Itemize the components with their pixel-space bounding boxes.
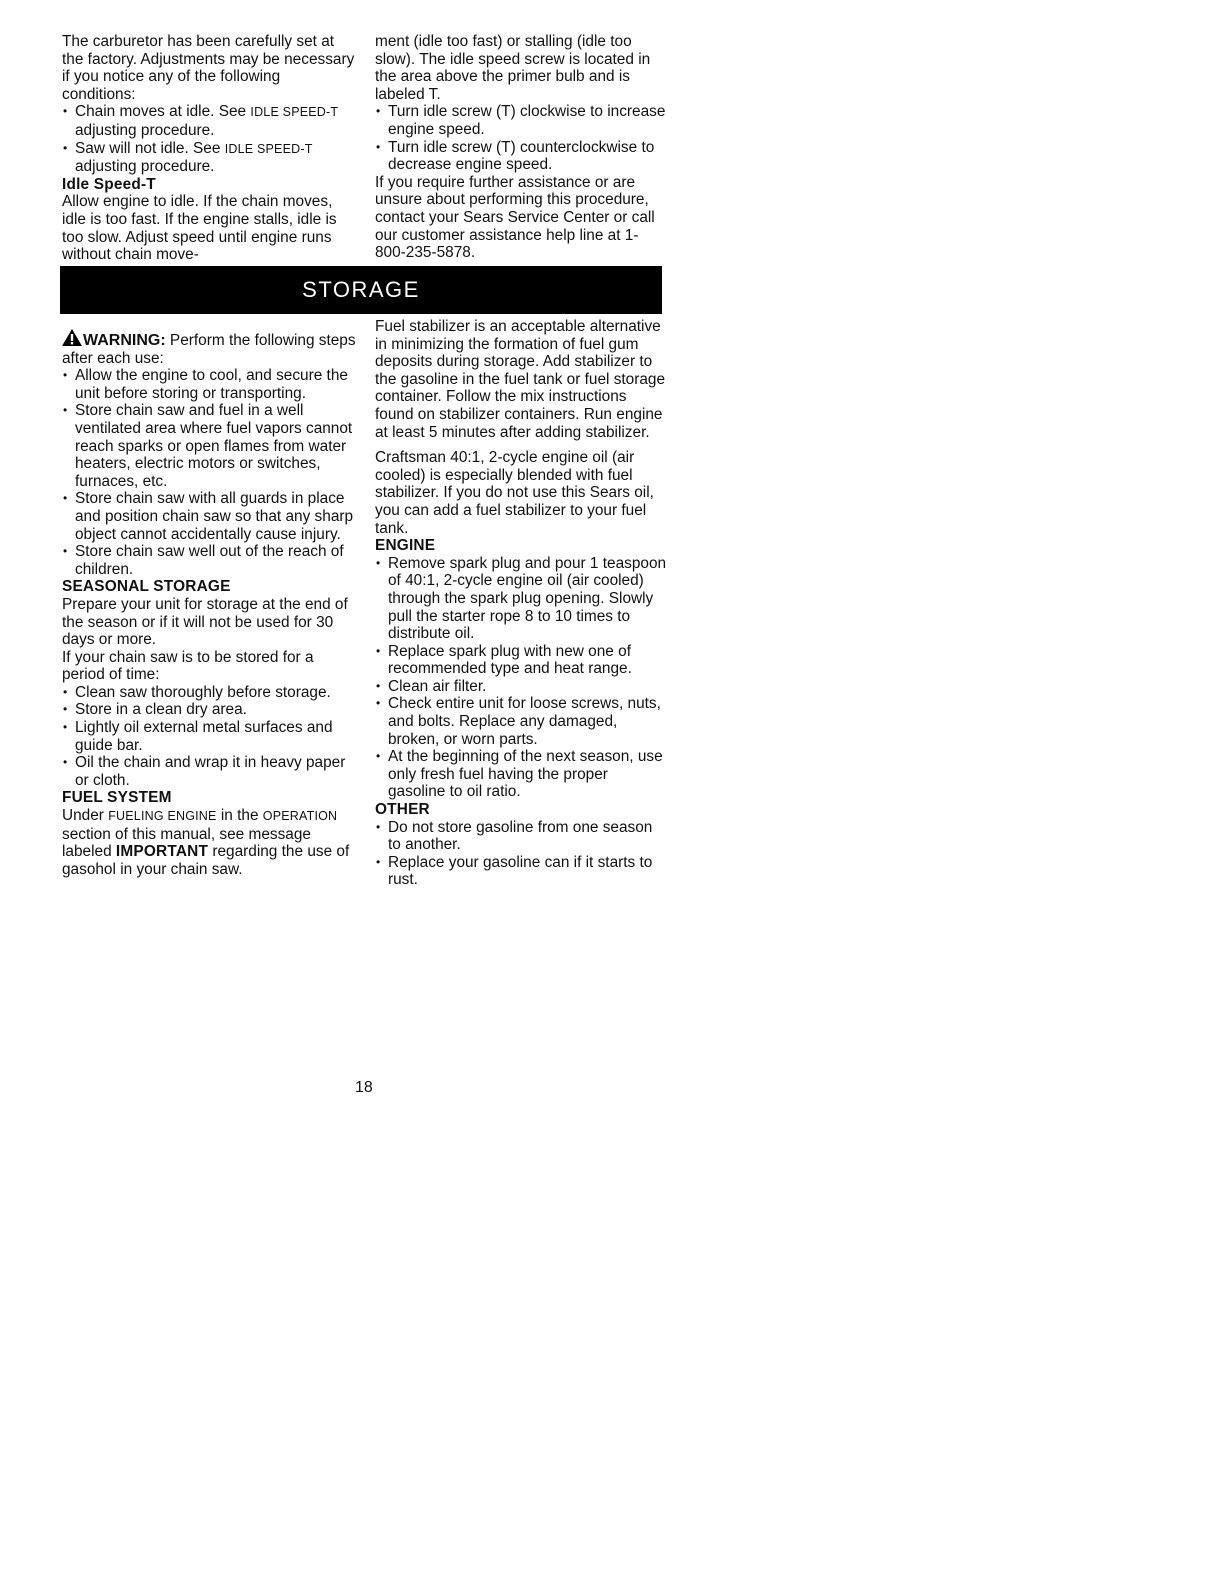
text-run: FUELING ENGINE bbox=[108, 809, 217, 824]
bullet-item: • Oil the chain and wrap it in heavy paper or cloth. bbox=[62, 754, 357, 789]
top-left-column bbox=[62, 33, 357, 264]
warning-icon bbox=[62, 329, 82, 346]
bullet-item: • Store in a clean dry area. bbox=[62, 701, 357, 719]
bullet-item bbox=[62, 103, 357, 139]
bullet-item: • Store chain saw with all guards in place and position chain saw so that any sharp object cannot accidentally cause injury. bbox=[62, 490, 357, 543]
warning-label: WARNING: bbox=[83, 332, 166, 349]
text-run: IDLE SPEED-T bbox=[250, 105, 339, 120]
text-run: OPERATION bbox=[262, 809, 338, 824]
text-run: section of this manual, see message labeled bbox=[62, 825, 311, 861]
warning-paragraph bbox=[62, 329, 357, 367]
text-run: IMPORTANT bbox=[115, 843, 209, 861]
storage-left-column bbox=[62, 329, 357, 878]
bullet-item: • Remove spark plug and pour 1 teaspoon of 40:1, 2-cycle engine oil (air cooled) through the spark plug opening. Slowly pull the starter rope 8 to 10 times to distribute oil. bbox=[375, 555, 668, 643]
paragraph: Craftsman 40:1, 2-cycle engine oil (air cooled) is especially blended with fuel stabilizer. If you do not use this Sears oil, you can add a fuel stabilizer to your fuel tank. bbox=[375, 449, 654, 537]
text-run: in the bbox=[216, 807, 263, 825]
top-right-column bbox=[375, 33, 667, 262]
paragraph: Fuel stabilizer is an acceptable alternative in minimizing the formation of fuel gum deposits during storage. Add stabilizer to the gasoline in the fuel tank or fuel storage container. Follow the mix instructions found on stabilizer containers. Run engine at least 5 minutes after adding stabilizer. bbox=[375, 318, 666, 441]
paragraph: Allow engine to idle. If the chain moves, idle is too fast. If the engine stalls, idle is too slow. Adjust speed until engine runs without chain move- bbox=[62, 193, 337, 264]
paragraph: If your chain saw is to be stored for a period of time: bbox=[62, 648, 314, 684]
storage-right-column bbox=[375, 318, 668, 889]
bullet-item: • Store chain saw well out of the reach of children. bbox=[62, 543, 357, 578]
bullet-item: • Do not store gasoline from one season to another. bbox=[375, 819, 668, 854]
storage-left-content bbox=[62, 367, 357, 878]
storage-banner: STORAGE bbox=[60, 266, 662, 314]
paragraph: Prepare your unit for storage at the end of the season or if it will not be used for 30 days or more. bbox=[62, 595, 348, 649]
text-run: adjusting procedure. bbox=[75, 158, 215, 176]
warning-text: Perform the following steps after each use: bbox=[62, 332, 356, 367]
section-heading: FUEL SYSTEM bbox=[62, 789, 172, 807]
section-heading: Idle Speed-T bbox=[62, 175, 156, 193]
bullet-item: • Clean air filter. bbox=[375, 678, 668, 696]
text-run: Under bbox=[62, 807, 109, 825]
bullet-item: • Clean saw thoroughly before storage. bbox=[62, 684, 357, 702]
bullet-item: • Allow the engine to cool, and secure the unit before storing or transporting. bbox=[62, 367, 357, 402]
paragraph: The carburetor has been carefully set at the factory. Adjustments may be necessary if you notice any of the following conditions: bbox=[62, 33, 355, 103]
page-number: 18 bbox=[355, 1079, 373, 1096]
bullet-item: • Turn idle screw (T) counterclockwise to decrease engine speed. bbox=[375, 139, 667, 174]
bullet-item bbox=[62, 140, 357, 176]
bullet-item: • Replace your gasoline can if it starts to rust. bbox=[375, 854, 668, 889]
bullet-item: • Lightly oil external metal surfaces and guide bar. bbox=[62, 719, 357, 754]
bullet-item: • Store chain saw and fuel in a well ventilated area where fuel vapors cannot reach sparks or open flames from water heaters, electric motors or switches, furnaces, etc. bbox=[62, 402, 357, 490]
section-heading: ENGINE bbox=[375, 537, 436, 555]
bullet-item: • Replace spark plug with new one of recommended type and heat range. bbox=[375, 643, 668, 678]
paragraph: If you require further assistance or are unsure about performing this procedure, contact your Sears Service Center or call our customer assistance help line at 1-800-235-5878. bbox=[375, 173, 655, 262]
section-heading: SEASONAL STORAGE bbox=[62, 578, 231, 596]
text-run: IDLE SPEED-T bbox=[224, 141, 313, 156]
text-run: Saw will not idle. See bbox=[75, 139, 225, 157]
text-run: regarding the use of gasohol in your chain saw. bbox=[62, 843, 350, 878]
bullet-item: • Check entire unit for loose screws, nuts, and bolts. Replace any damaged, broken, or worn parts. bbox=[375, 695, 668, 748]
bullet-item: • Turn idle screw (T) clockwise to increase engine speed. bbox=[375, 103, 667, 138]
section-heading: OTHER bbox=[375, 801, 430, 819]
text-run: Chain moves at idle. See bbox=[75, 103, 251, 121]
paragraph: ment (idle too fast) or stalling (idle too slow). The idle speed screw is located in the area above the primer bulb and is labeled T. bbox=[375, 33, 651, 103]
text-run: adjusting procedure. bbox=[75, 121, 215, 139]
paragraph bbox=[62, 807, 357, 878]
bullet-item: • At the beginning of the next season, use only fresh fuel having the proper gasoline to oil ratio. bbox=[375, 748, 668, 801]
